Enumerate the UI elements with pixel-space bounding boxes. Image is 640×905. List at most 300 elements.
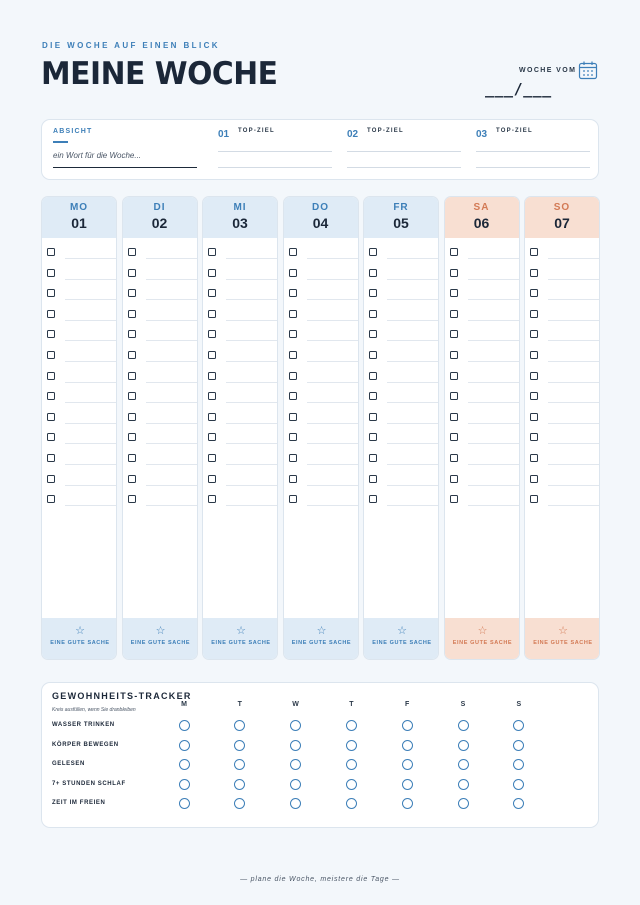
- task-checkbox[interactable]: [47, 433, 55, 441]
- task-row: [47, 433, 113, 443]
- habit-circle[interactable]: [179, 720, 190, 731]
- task-checkbox[interactable]: [289, 289, 297, 297]
- task-line[interactable]: [548, 279, 600, 280]
- habit-circle[interactable]: [513, 779, 524, 790]
- habit-row-label: KÖRPER BEWEGEN: [52, 741, 119, 748]
- habit-circle[interactable]: [179, 779, 190, 790]
- task-row: [450, 310, 516, 320]
- task-checkbox[interactable]: [450, 413, 458, 421]
- task-checkbox[interactable]: [530, 248, 538, 256]
- task-row: [128, 351, 194, 361]
- task-checkbox[interactable]: [47, 392, 55, 400]
- day-number: 06: [473, 215, 490, 231]
- task-checkbox[interactable]: [208, 269, 216, 277]
- task-checkbox[interactable]: [369, 330, 377, 338]
- task-row: [289, 351, 355, 361]
- task-checkbox[interactable]: [450, 351, 458, 359]
- habit-circle[interactable]: [234, 740, 245, 751]
- task-checkbox[interactable]: [128, 351, 136, 359]
- task-checkbox[interactable]: [128, 310, 136, 318]
- task-checkbox[interactable]: [208, 495, 216, 503]
- task-checkbox[interactable]: [530, 392, 538, 400]
- habit-circle[interactable]: [402, 759, 413, 770]
- task-checkbox[interactable]: [208, 454, 216, 462]
- task-line[interactable]: [226, 258, 278, 259]
- task-line[interactable]: [146, 464, 198, 465]
- task-line[interactable]: [548, 423, 600, 424]
- task-row: [47, 289, 113, 299]
- task-line[interactable]: [387, 505, 439, 506]
- task-line[interactable]: [146, 299, 198, 300]
- task-checkbox[interactable]: [369, 351, 377, 359]
- task-line[interactable]: [226, 423, 278, 424]
- task-row: [530, 310, 596, 320]
- day-column-mo: [41, 196, 117, 660]
- task-line[interactable]: [226, 279, 278, 280]
- task-checkbox[interactable]: [369, 454, 377, 462]
- task-checkbox[interactable]: [208, 330, 216, 338]
- good-thing-box[interactable]: [284, 618, 359, 659]
- task-checkbox[interactable]: [128, 392, 136, 400]
- day-number: 07: [554, 215, 570, 231]
- task-line[interactable]: [387, 402, 439, 403]
- task-row: [369, 248, 435, 258]
- goal-label: TOP-ZIEL: [496, 128, 533, 134]
- task-checkbox[interactable]: [47, 495, 55, 503]
- task-row: [128, 310, 194, 320]
- task-line[interactable]: [65, 505, 117, 506]
- habit-circle[interactable]: [179, 740, 190, 751]
- task-line[interactable]: [226, 402, 278, 403]
- task-line[interactable]: [387, 361, 439, 362]
- good-thing-box[interactable]: [123, 618, 198, 659]
- task-line[interactable]: [387, 382, 439, 383]
- task-checkbox[interactable]: [47, 475, 55, 483]
- task-line[interactable]: [65, 443, 117, 444]
- task-line[interactable]: [468, 485, 520, 486]
- task-line[interactable]: [65, 258, 117, 259]
- star-icon: ☆: [477, 625, 488, 637]
- task-row: [450, 495, 516, 505]
- task-checkbox[interactable]: [530, 475, 538, 483]
- task-line[interactable]: [548, 320, 600, 321]
- task-line[interactable]: [65, 382, 117, 383]
- task-checkbox[interactable]: [369, 372, 377, 380]
- task-checkbox[interactable]: [128, 495, 136, 503]
- task-line[interactable]: [65, 279, 117, 280]
- day-header: [445, 197, 519, 238]
- task-line[interactable]: [548, 340, 600, 341]
- task-checkbox[interactable]: [450, 310, 458, 318]
- day-column-do: [283, 196, 359, 660]
- task-checkbox[interactable]: [450, 475, 458, 483]
- task-checkbox[interactable]: [208, 289, 216, 297]
- task-line[interactable]: [468, 279, 520, 280]
- good-thing-label: EINE GUTE SACHE: [211, 640, 271, 646]
- habit-circle[interactable]: [346, 740, 357, 751]
- task-line[interactable]: [226, 382, 278, 383]
- day-abbr: DO: [312, 202, 329, 213]
- task-checkbox[interactable]: [530, 330, 538, 338]
- habit-row-label: 7+ STUNDEN SCHLAF: [52, 780, 126, 787]
- task-checkbox[interactable]: [530, 372, 538, 380]
- habit-tracker: [41, 682, 599, 828]
- task-checkbox[interactable]: [369, 392, 377, 400]
- habit-circle[interactable]: [179, 759, 190, 770]
- task-line[interactable]: [65, 340, 117, 341]
- task-line[interactable]: [146, 258, 198, 259]
- goal-line: [218, 167, 332, 168]
- habit-circle[interactable]: [290, 740, 301, 751]
- task-line[interactable]: [548, 505, 600, 506]
- task-line[interactable]: [226, 464, 278, 465]
- task-checkbox[interactable]: [208, 475, 216, 483]
- habit-circle[interactable]: [234, 779, 245, 790]
- task-line[interactable]: [387, 258, 439, 259]
- task-line[interactable]: [387, 464, 439, 465]
- task-checkbox[interactable]: [450, 372, 458, 380]
- day-abbr: MO: [69, 202, 89, 213]
- task-line[interactable]: [146, 340, 198, 341]
- task-line[interactable]: [548, 464, 600, 465]
- habit-circle[interactable]: [402, 720, 413, 731]
- task-line[interactable]: [65, 485, 117, 486]
- task-line[interactable]: [146, 402, 198, 403]
- task-line[interactable]: [468, 443, 520, 444]
- task-line[interactable]: [307, 361, 359, 362]
- task-row: [530, 454, 596, 464]
- task-line[interactable]: [65, 464, 117, 465]
- habit-circle[interactable]: [458, 779, 469, 790]
- task-checkbox[interactable]: [289, 269, 297, 277]
- star-icon: ☆: [75, 625, 85, 637]
- task-line[interactable]: [468, 402, 520, 403]
- task-row: [208, 433, 274, 443]
- task-checkbox[interactable]: [47, 454, 55, 462]
- task-line[interactable]: [387, 320, 439, 321]
- habit-circle[interactable]: [290, 798, 301, 809]
- task-line[interactable]: [307, 279, 359, 280]
- task-line[interactable]: [226, 340, 278, 341]
- habit-circle[interactable]: [402, 798, 413, 809]
- task-line[interactable]: [548, 258, 600, 259]
- task-checkbox[interactable]: [289, 351, 297, 359]
- goal-line: [347, 167, 461, 168]
- task-checkbox[interactable]: [530, 351, 538, 359]
- task-row: [208, 392, 274, 402]
- good-thing-box[interactable]: [445, 618, 520, 659]
- task-row: [450, 413, 516, 423]
- task-checkbox[interactable]: [208, 413, 216, 421]
- task-line[interactable]: [307, 464, 359, 465]
- task-checkbox[interactable]: [47, 372, 55, 380]
- task-line[interactable]: [307, 258, 359, 259]
- task-checkbox[interactable]: [128, 269, 136, 277]
- task-line[interactable]: [307, 485, 359, 486]
- task-checkbox[interactable]: [128, 433, 136, 441]
- task-line[interactable]: [387, 423, 439, 424]
- habit-circle[interactable]: [346, 779, 357, 790]
- task-checkbox[interactable]: [289, 454, 297, 462]
- task-checkbox[interactable]: [450, 433, 458, 441]
- task-line[interactable]: [387, 485, 439, 486]
- task-line[interactable]: [548, 382, 600, 383]
- habit-circle[interactable]: [234, 720, 245, 731]
- task-checkbox[interactable]: [530, 433, 538, 441]
- task-checkbox[interactable]: [289, 372, 297, 380]
- absicht-accent-line: [53, 141, 68, 143]
- habit-circle[interactable]: [402, 740, 413, 751]
- task-checkbox[interactable]: [128, 413, 136, 421]
- task-line[interactable]: [307, 505, 359, 506]
- habit-circle[interactable]: [513, 740, 524, 751]
- task-line[interactable]: [65, 423, 117, 424]
- task-row: [128, 495, 194, 505]
- task-checkbox[interactable]: [289, 310, 297, 318]
- absicht-label: ABSICHT: [53, 128, 93, 135]
- task-checkbox[interactable]: [530, 413, 538, 421]
- task-line[interactable]: [387, 279, 439, 280]
- task-checkbox[interactable]: [128, 330, 136, 338]
- day-column-di: [122, 196, 198, 660]
- task-line[interactable]: [307, 320, 359, 321]
- task-checkbox[interactable]: [450, 454, 458, 462]
- habit-day-header: F: [405, 701, 410, 708]
- habit-circle[interactable]: [458, 798, 469, 809]
- task-checkbox[interactable]: [369, 248, 377, 256]
- task-row: [128, 433, 194, 443]
- week-date-field[interactable]: ___/___: [485, 80, 552, 98]
- task-line[interactable]: [387, 340, 439, 341]
- task-line[interactable]: [548, 361, 600, 362]
- task-line[interactable]: [307, 402, 359, 403]
- task-row: [530, 413, 596, 423]
- task-row: [47, 330, 113, 340]
- task-row: [289, 289, 355, 299]
- task-checkbox[interactable]: [289, 330, 297, 338]
- task-row: [47, 413, 113, 423]
- goal-number: 01: [218, 129, 230, 140]
- task-line[interactable]: [307, 340, 359, 341]
- task-checkbox[interactable]: [530, 269, 538, 277]
- task-line[interactable]: [468, 423, 520, 424]
- task-line[interactable]: [307, 443, 359, 444]
- task-line[interactable]: [146, 382, 198, 383]
- day-header: [284, 197, 358, 238]
- task-row: [208, 495, 274, 505]
- task-row: [369, 289, 435, 299]
- task-checkbox[interactable]: [128, 372, 136, 380]
- task-checkbox[interactable]: [450, 330, 458, 338]
- task-checkbox[interactable]: [450, 495, 458, 503]
- habit-circle[interactable]: [234, 798, 245, 809]
- habit-circle[interactable]: [290, 720, 301, 731]
- habit-day-header: S: [516, 701, 522, 708]
- task-line[interactable]: [307, 299, 359, 300]
- habit-circle[interactable]: [458, 740, 469, 751]
- task-checkbox[interactable]: [369, 475, 377, 483]
- page-title: MEINE WOCHE: [41, 56, 278, 92]
- task-checkbox[interactable]: [289, 433, 297, 441]
- task-line[interactable]: [307, 382, 359, 383]
- habit-circle[interactable]: [234, 759, 245, 770]
- task-line[interactable]: [65, 402, 117, 403]
- task-checkbox[interactable]: [369, 269, 377, 277]
- good-thing-label: EINE GUTE SACHE: [452, 640, 513, 646]
- task-checkbox[interactable]: [369, 413, 377, 421]
- day-header: [525, 197, 599, 238]
- task-checkbox[interactable]: [369, 289, 377, 297]
- task-checkbox[interactable]: [289, 392, 297, 400]
- task-row: [208, 475, 274, 485]
- task-line[interactable]: [146, 485, 198, 486]
- habit-circle[interactable]: [290, 759, 301, 770]
- habit-circle[interactable]: [346, 759, 357, 770]
- task-checkbox[interactable]: [128, 454, 136, 462]
- task-row: [208, 372, 274, 382]
- task-line[interactable]: [146, 505, 198, 506]
- task-row: [208, 454, 274, 464]
- task-checkbox[interactable]: [530, 495, 538, 503]
- star-icon: ☆: [155, 625, 166, 637]
- task-line[interactable]: [307, 423, 359, 424]
- task-line[interactable]: [468, 382, 520, 383]
- task-checkbox[interactable]: [128, 289, 136, 297]
- task-checkbox[interactable]: [450, 269, 458, 277]
- task-checkbox[interactable]: [208, 372, 216, 380]
- habit-day-header: S: [460, 701, 466, 708]
- task-line[interactable]: [468, 464, 520, 465]
- task-checkbox[interactable]: [208, 392, 216, 400]
- task-checkbox[interactable]: [530, 289, 538, 297]
- task-checkbox[interactable]: [47, 289, 55, 297]
- task-line[interactable]: [146, 443, 198, 444]
- absicht-input[interactable]: ein Wort für die Woche...: [53, 151, 142, 160]
- habit-circle[interactable]: [346, 720, 357, 731]
- task-row: [128, 454, 194, 464]
- day-header: [123, 197, 197, 238]
- habit-circle[interactable]: [513, 798, 524, 809]
- task-checkbox[interactable]: [289, 248, 297, 256]
- task-checkbox[interactable]: [47, 310, 55, 318]
- good-thing-label: EINE GUTE SACHE: [130, 640, 191, 646]
- good-thing-box[interactable]: [42, 618, 117, 659]
- task-checkbox[interactable]: [47, 269, 55, 277]
- star-icon: ☆: [316, 625, 327, 637]
- habit-circle[interactable]: [513, 720, 524, 731]
- task-row: [369, 310, 435, 320]
- good-thing-box[interactable]: [525, 618, 600, 659]
- task-line[interactable]: [468, 361, 520, 362]
- task-line[interactable]: [226, 361, 278, 362]
- habit-circle[interactable]: [346, 798, 357, 809]
- task-checkbox[interactable]: [450, 248, 458, 256]
- task-row: [47, 351, 113, 361]
- task-line[interactable]: [65, 299, 117, 300]
- task-line[interactable]: [65, 361, 117, 362]
- task-checkbox[interactable]: [128, 475, 136, 483]
- task-checkbox[interactable]: [530, 310, 538, 318]
- task-checkbox[interactable]: [208, 433, 216, 441]
- task-line[interactable]: [146, 320, 198, 321]
- task-checkbox[interactable]: [530, 454, 538, 462]
- task-line[interactable]: [65, 320, 117, 321]
- goal-line: [476, 151, 590, 152]
- habit-circle[interactable]: [458, 759, 469, 770]
- task-line[interactable]: [468, 320, 520, 321]
- task-line[interactable]: [146, 361, 198, 362]
- habit-circle[interactable]: [513, 759, 524, 770]
- task-checkbox[interactable]: [369, 495, 377, 503]
- task-line[interactable]: [548, 299, 600, 300]
- habit-circle[interactable]: [179, 798, 190, 809]
- task-checkbox[interactable]: [208, 351, 216, 359]
- task-row: [289, 269, 355, 279]
- task-checkbox[interactable]: [128, 248, 136, 256]
- day-number: 03: [232, 215, 248, 231]
- task-checkbox[interactable]: [450, 392, 458, 400]
- task-line[interactable]: [548, 443, 600, 444]
- task-line[interactable]: [548, 485, 600, 486]
- task-row: [450, 433, 516, 443]
- task-row: [530, 392, 596, 402]
- task-line[interactable]: [468, 258, 520, 259]
- good-thing-label: EINE GUTE SACHE: [50, 640, 110, 646]
- task-line[interactable]: [226, 443, 278, 444]
- task-row: [289, 495, 355, 505]
- good-thing-box[interactable]: [364, 618, 439, 659]
- habit-circle[interactable]: [290, 779, 301, 790]
- task-line[interactable]: [226, 320, 278, 321]
- task-row: [208, 289, 274, 299]
- task-checkbox[interactable]: [289, 413, 297, 421]
- task-row: [47, 372, 113, 382]
- task-line[interactable]: [468, 340, 520, 341]
- task-checkbox[interactable]: [369, 310, 377, 318]
- task-checkbox[interactable]: [369, 433, 377, 441]
- task-checkbox[interactable]: [47, 330, 55, 338]
- task-row: [47, 495, 113, 505]
- day-header: [364, 197, 438, 238]
- task-line[interactable]: [468, 505, 520, 506]
- task-line[interactable]: [387, 443, 439, 444]
- task-checkbox[interactable]: [47, 351, 55, 359]
- habit-circle[interactable]: [458, 720, 469, 731]
- task-line[interactable]: [146, 423, 198, 424]
- task-line[interactable]: [387, 299, 439, 300]
- task-line[interactable]: [226, 505, 278, 506]
- task-checkbox[interactable]: [47, 248, 55, 256]
- task-line[interactable]: [548, 402, 600, 403]
- task-line[interactable]: [468, 299, 520, 300]
- task-checkbox[interactable]: [450, 289, 458, 297]
- task-checkbox[interactable]: [289, 475, 297, 483]
- task-line[interactable]: [226, 299, 278, 300]
- task-checkbox[interactable]: [289, 495, 297, 503]
- day-number: 05: [393, 215, 409, 231]
- task-checkbox[interactable]: [47, 413, 55, 421]
- day-column-sa: [444, 196, 520, 660]
- habit-circle[interactable]: [402, 779, 413, 790]
- task-line[interactable]: [226, 485, 278, 486]
- task-checkbox[interactable]: [208, 310, 216, 318]
- task-checkbox[interactable]: [208, 248, 216, 256]
- task-line[interactable]: [146, 279, 198, 280]
- page-kicker: DIE WOCHE AUF EINEN BLICK: [42, 41, 220, 50]
- task-row: [208, 330, 274, 340]
- good-thing-box[interactable]: [203, 618, 278, 659]
- task-row: [450, 248, 516, 258]
